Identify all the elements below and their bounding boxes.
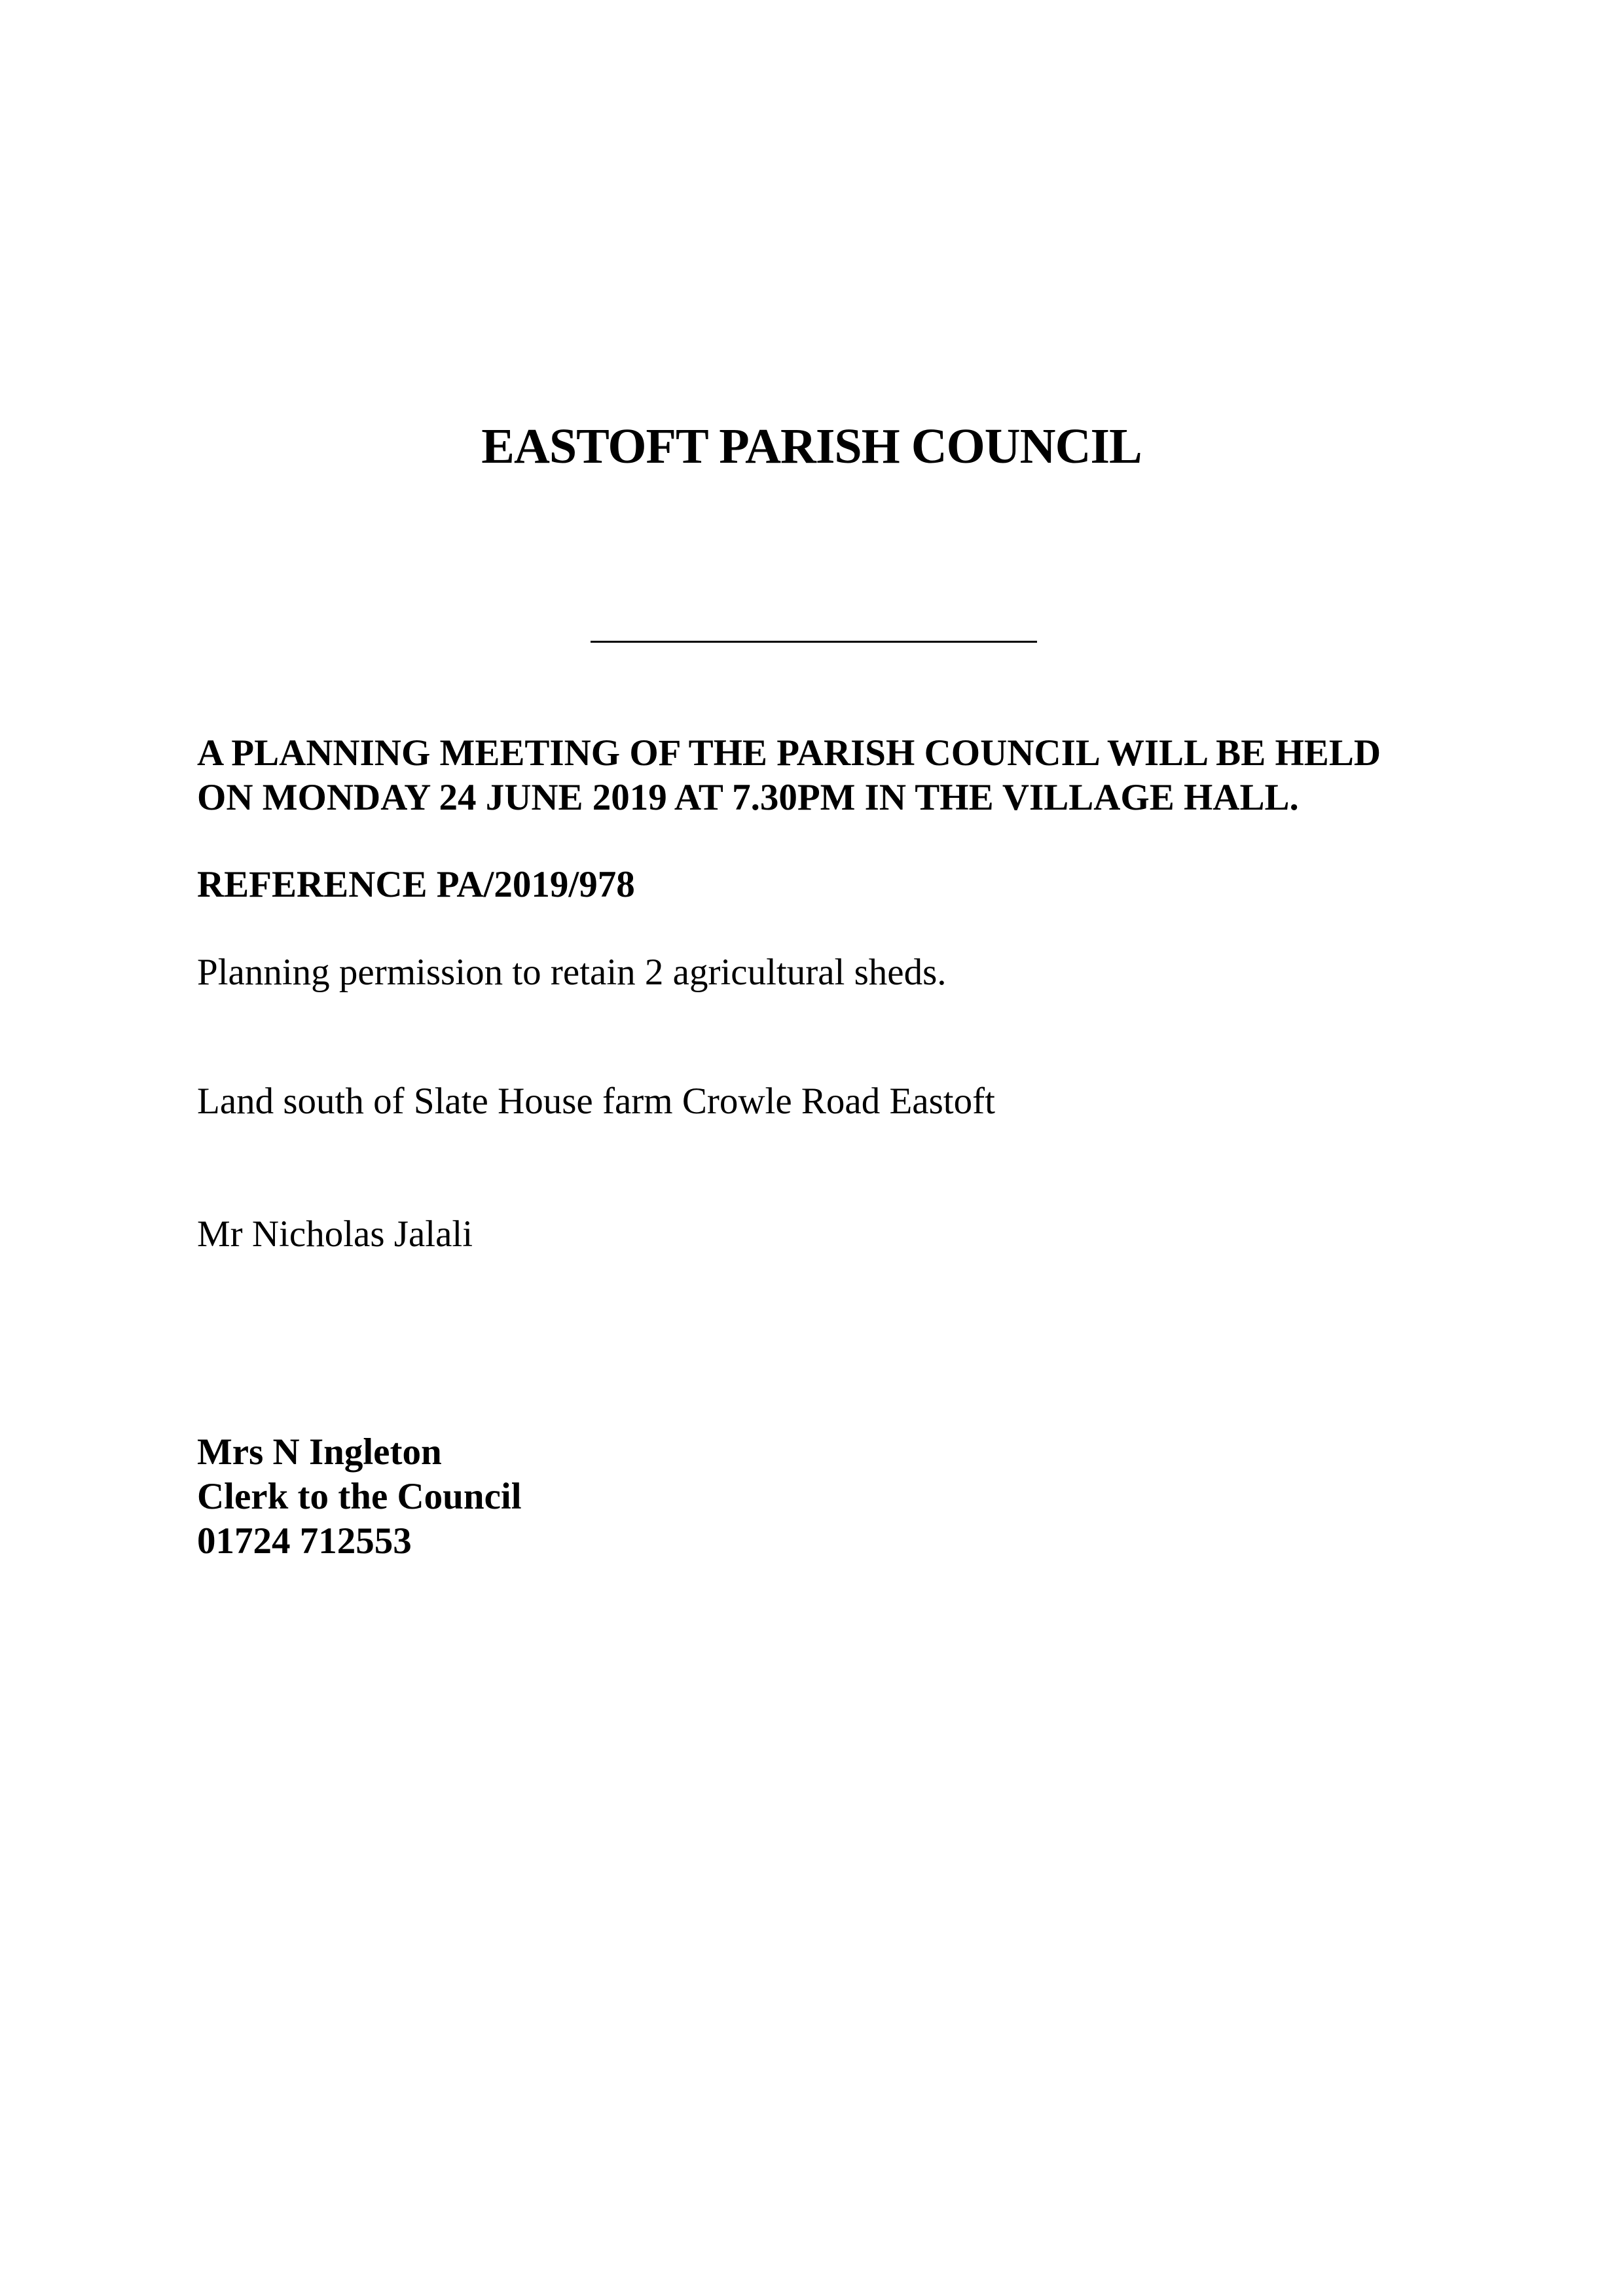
- clerk-role: Clerk to the Council: [197, 1476, 522, 1517]
- planning-reference: REFERENCE PA/2019/978: [197, 864, 635, 905]
- meeting-notice: [197, 731, 1506, 820]
- application-location: Land south of Slate House farm Crowle Road Eastoft: [197, 1081, 995, 1122]
- applicant-name: Mr Nicholas Jalali: [197, 1213, 473, 1255]
- page-title: EASTOFT PARISH COUNCIL: [481, 419, 1142, 474]
- clerk-phone: 01724 712553: [197, 1520, 412, 1562]
- clerk-signature-block: [197, 1430, 522, 1564]
- meeting-notice-line: ON MONDAY 24 JUNE 2019 AT 7.30PM IN THE VILLAGE HALL.: [197, 777, 1299, 818]
- clerk-name: Mrs N Ingleton: [197, 1431, 442, 1473]
- application-description: Planning permission to retain 2 agricultural sheds.: [197, 952, 947, 993]
- meeting-notice-line: A PLANNING MEETING OF THE PARISH COUNCIL WILL BE HELD: [197, 732, 1381, 774]
- title-divider: [591, 641, 1037, 643]
